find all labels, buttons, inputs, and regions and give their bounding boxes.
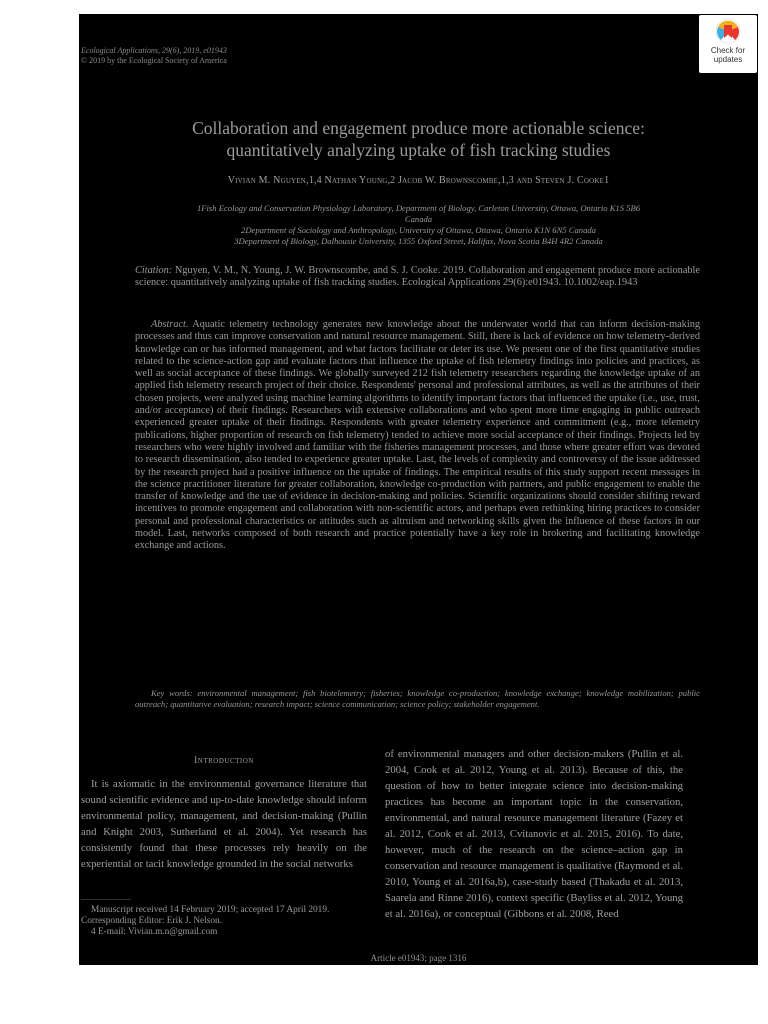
- article-title: [79, 117, 758, 161]
- affiliation-3: 3Department of Biology, Dalhousie University, 1355 Oxford Street, Halifax, Nova Scotia B4H 4R2 Canada: [234, 236, 603, 246]
- footnote-manuscript: Manuscript received 14 February 2019; accepted 17 April 2019. Corresponding Editor: Erik J. Nelson.: [81, 905, 330, 926]
- paper-page: [79, 14, 758, 965]
- title-line-1: Collaboration and engagement produce more actionable science:: [192, 118, 645, 138]
- citation-label: Citation:: [135, 265, 173, 276]
- author-list: Vivian M. Nguyen,1,4 Nathan Young,2 Jacob W. Brownscombe,1,3 and Steven J. Cooke1: [227, 175, 610, 186]
- footnote-divider: [81, 899, 131, 900]
- abstract-label: Abstract.: [151, 319, 189, 330]
- abstract-text: Aquatic telemetry technology generates new knowledge about the underwater world that can inform decision-making processes and thus can improve conservation and natural resource management. Still, there is lack of evidence on how telemetry-derived knowledge can or has informed management, and what factors facilitate or deter its use. We present one of the first quantitative studies related to the science-action gap and evaluate factors that influence the uptake of fish telemetry findings into policies and practices, as well as social acceptance of these findings. We globally surveyed 212 fish telemetry researchers regarding the knowledge uptake of an applied fish telemetry research project of their choice. Respondents' personal and professional attributes, as well as the attributes of their chosen projects, were analyzed using machine learning algorithms to identify important factors that influenced the uptake (i.e., use, trust, and/or acceptance) of their findings. Researchers with extensive collaborations and who spent more time engaging in public outreach experienced greater uptake of their findings. Respondents with greater telemetry experience and commitment (e.g., more telemetry publications, higher proportion of research on fish telemetry) tended to achieve more social acceptance of their findings. Projects led by researchers who were highly involved and familiar with the fisheries management processes, and those where greater effort was devoted to research dissemination, also tended to experience greater uptake. Last, the levels of complexity and controversy of the issue addressed by the research project had a positive influence on the uptake of findings. The empirical results of this study support recent messages in the science practitioner literature for greater collaboration, knowledge co-production with partners, and public engagement to enable the transfer of knowledge and the use of evidence in decision-making and policies. Scientific organizations should consider shifting reward incentives to promote engagement and collaboration with non-scientific actors, and perhaps even rethinking hiring practices to consider personal and professional characteristics or attitudes such as altruism and networking skills given the influence of these factors in our model. Last, networks composed of both research and practice potentially have a key role in brokering and facilitating knowledge exchange and actions.: [135, 319, 700, 552]
- affiliation-1-cont: Canada: [404, 214, 433, 224]
- footnote-email: 4 E-mail: Vivian.m.n@gmail.com: [91, 927, 218, 937]
- affiliation-2: 2Department of Sociology and Anthropology, University of Ottawa, Ottawa, Ontario K1N 6N5 Canada: [241, 225, 596, 235]
- badge-label-2: updates: [713, 55, 743, 64]
- abstract-block: [135, 319, 700, 553]
- badge-label-1: Check for: [710, 46, 746, 55]
- title-line-2: quantitatively analyzing uptake of fish tracking studies: [226, 140, 611, 160]
- affiliation-1: 1Fish Ecology and Conservation Physiology Laboratory, Department of Biology, Carleton University, Ottawa, Ontario K1S 5B6: [196, 203, 641, 213]
- body-column-left: It is axiomatic in the environmental governance literature that sound scientific evidence and up-to-date knowledge should inform environmental policy, management, and decision-making (Pullin and Knight 2003, Sutherland et al. 2004). Yet research has consistently found that these processes rely heavily on the experiential or tacit knowledge grounded in the social networks: [81, 778, 367, 870]
- citation-text: Nguyen, V. M., N. Young, J. W. Brownscombe, and S. J. Cooke. 2019. Collaboration and engagement produce more actionable science: quantitatively analyzing uptake of fish tracking studies. Ecological Applications 29(6):e01943. 10.1002/eap.1943: [135, 265, 700, 288]
- section-heading-introduction: Introduction: [194, 756, 254, 766]
- keywords-block: Key words: environmental management; fish biotelemetry; fisheries; knowledge co-production; knowledge exchange; knowledge mobilization; public outreach; quantitative evaluation; research impact; science communication; science policy; stakeholder engagement.: [135, 688, 700, 709]
- citation-block: [135, 265, 700, 289]
- journal-citation-header: Ecological Applications, 29(6), 2019, e01943: [81, 46, 227, 55]
- body-column-right: of environmental managers and other decision-makers (Pullin et al. 2004, Cook et al. 2012, Young et al. 2013). Because of this, the question of how to better integrate science into decision-making practices has become an important topic in the conservation, environmental, and natural resource management literature (Fazey et al. 2012, Cook et al. 2013, Cvitanovic et al. 2015, 2016). To date, however, much of the research on the science–action gap in conservation and resource management is qualitative (Raymond et al. 2010, Young et al. 2016a,b), case-study based (Thakadu et al. 2013, Saarela and Rinne 2016), context specific (Bayliss et al. 2012, Young et al. 2016a), or conceptual (Gibbons et al. 2008, Reed: [385, 748, 683, 920]
- page-footer: Article e01943; page 1316: [370, 953, 467, 963]
- check-for-updates-badge[interactable]: [699, 15, 757, 73]
- crossmark-icon: [715, 18, 741, 46]
- copyright-line: © 2019 by the Ecological Society of America: [81, 56, 227, 65]
